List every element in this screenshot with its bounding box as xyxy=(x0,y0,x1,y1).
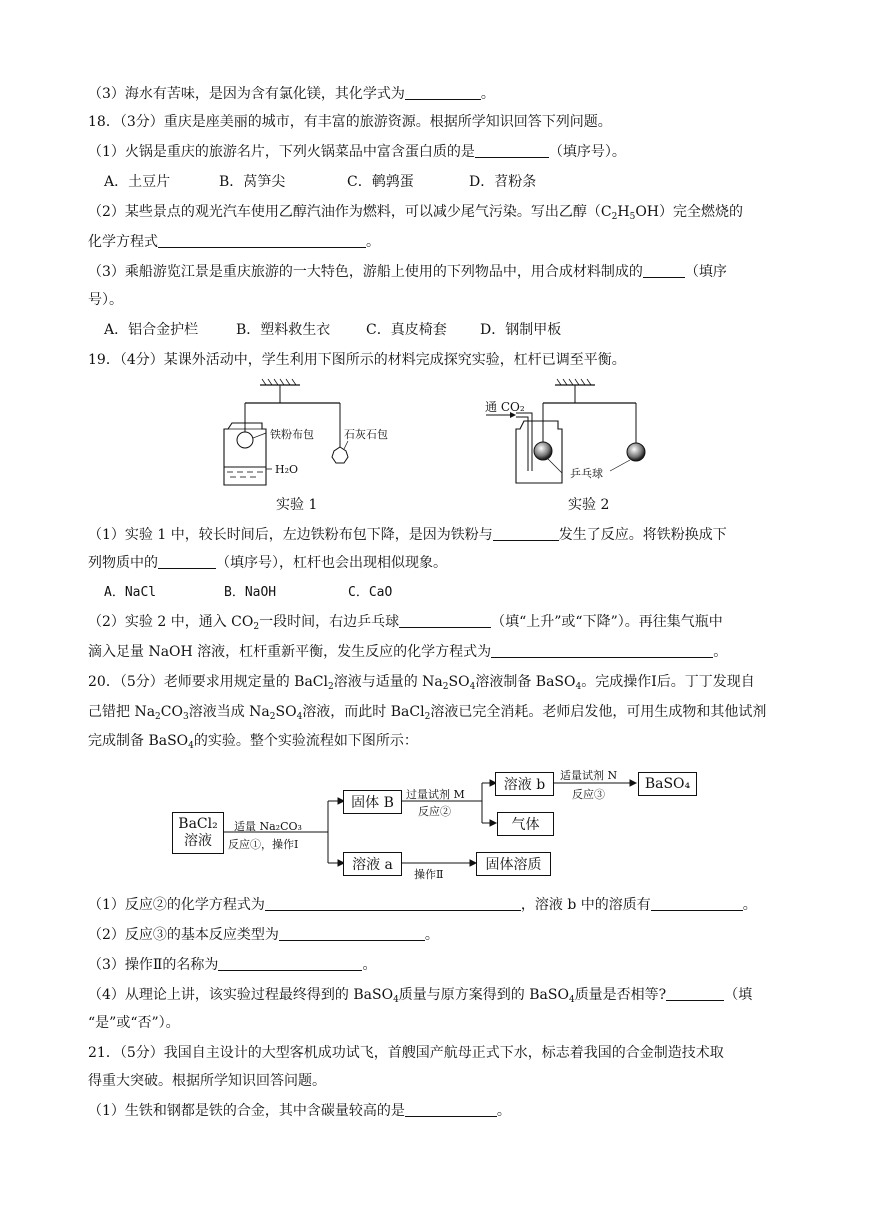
option-a: A．NaCl xyxy=(104,585,157,600)
question-text: （3）海水有苦味，是因为含有氯化镁，其化学式为 xyxy=(88,86,405,102)
option-c: C．鹌鹑蛋 xyxy=(347,174,414,190)
option-d: D．苕粉条 xyxy=(469,174,537,190)
subscript: 4 xyxy=(296,712,303,722)
ping-pong-label: 乒乓球 xyxy=(570,467,603,480)
question-text: 21．（5分）我国自主设计的大型客机成功试飞，首艘国产航母正式下水，标志着我国的合金制造技术取 xyxy=(88,1045,724,1061)
question-text: “是”或“否”）。 xyxy=(88,1015,180,1031)
option-b: B．莴笋尖 xyxy=(219,174,286,190)
option-a: A．土豆片 xyxy=(104,174,171,190)
question-text: 号）。 xyxy=(88,292,123,308)
limestone-bag-label: 石灰石包 xyxy=(344,428,388,441)
answer-blank[interactable] xyxy=(643,263,685,278)
option-c: C．真皮椅套 xyxy=(366,322,447,338)
subscript: 4 xyxy=(575,682,582,692)
punct: 。 xyxy=(480,86,495,102)
punct: 。 xyxy=(496,1103,511,1119)
answer-blank[interactable] xyxy=(666,986,724,1001)
water-label: H₂O xyxy=(275,463,299,476)
q20-part3 xyxy=(88,955,376,975)
question-text: （1）生铁和钢都是铁的合金，其中含碳量较高的是 xyxy=(88,1103,405,1119)
q18-heading xyxy=(88,112,612,132)
subscript: 2 xyxy=(253,622,260,632)
question-text: 质量与原方案得到的 BaSO xyxy=(398,987,569,1003)
question-text: 列物质中的 xyxy=(88,555,158,571)
question-text: （1）火锅是重庆的旅游名片，下列火锅菜品中富含蛋白质的是 xyxy=(88,144,475,160)
q18-part3-cont xyxy=(88,290,123,310)
question-text: （填序号），杠杆也会出现相似现象。 xyxy=(216,555,447,571)
question-text: 发生了反应。将铁粉换成下 xyxy=(558,527,727,543)
punct: 。 xyxy=(362,957,377,973)
question-text: ，溶液 b 中的溶质有 xyxy=(520,897,651,913)
q19-part1-options xyxy=(104,583,392,603)
question-text: 。完成操作Ⅰ后。丁丁发现自 xyxy=(581,674,755,690)
option-a: A．铝合金护栏 xyxy=(104,322,199,338)
answer-blank[interactable] xyxy=(279,926,425,941)
answer-blank[interactable] xyxy=(405,1102,497,1117)
q19-part1-cont xyxy=(88,553,447,573)
iron-bag-label: 铁粉布包 xyxy=(270,428,314,441)
solution-a-box: 溶液 a xyxy=(343,852,402,876)
q20-part4-cont xyxy=(88,1013,180,1033)
arrow1-top-label: 适量 Na₂CO₃ xyxy=(234,820,302,833)
arrow1-bottom-label: 反应①，操作Ⅰ xyxy=(228,838,299,851)
experiment1-caption: 实验 1 xyxy=(276,497,318,513)
subscript: 2 xyxy=(611,212,618,222)
q20-part4 xyxy=(88,985,752,1005)
q19-part2 xyxy=(88,612,723,632)
q18-part3 xyxy=(88,262,727,282)
q19-heading xyxy=(88,350,626,370)
baso4-box: BaSO₄ xyxy=(638,772,697,796)
arrow3-top-label: 适量试剂 N xyxy=(560,769,618,782)
punct: 。 xyxy=(713,644,728,660)
subscript: 5 xyxy=(629,212,636,222)
q20-part1 xyxy=(88,895,757,915)
solution-b-box: 溶液 b xyxy=(495,772,554,796)
question-text: 完成制备 BaSO xyxy=(88,733,189,749)
question-text: 溶液与适量的 Na xyxy=(333,674,443,690)
answer-blank[interactable] xyxy=(218,956,362,971)
question-text: （填序号）。 xyxy=(548,144,626,160)
arrow2-bottom-label: 反应② xyxy=(418,805,451,818)
question-text: （1）反应②的化学方程式为 xyxy=(88,897,265,913)
subscript: 4 xyxy=(188,741,194,751)
experiment2-caption: 实验 2 xyxy=(568,497,610,513)
q20-heading xyxy=(88,672,755,692)
box-label: 溶液 xyxy=(184,833,212,849)
q18-part1-options xyxy=(104,172,536,192)
question-text: （填序 xyxy=(684,264,727,280)
option-c: C．CaO xyxy=(348,585,393,600)
option-b: B．塑料救生衣 xyxy=(236,322,331,338)
question-text: 一段时间，右边乒乓球 xyxy=(259,614,400,630)
question-text: 滴入足量 NaOH 溶液，杠杆重新平衡，发生反应的化学方程式为 xyxy=(88,644,492,660)
question-text: 质量是否相等? xyxy=(574,987,667,1003)
question-text: （2）反应③的基本反应类型为 xyxy=(88,927,279,943)
q18-part2 xyxy=(88,202,743,222)
q19-part1 xyxy=(88,525,727,545)
question-text: （3）乘船游览江景是重庆旅游的一大特色，游船上使用的下列物品中，用合成材料制成的 xyxy=(88,264,643,280)
question-text: （填“上升”或“下降”）。再往集气瓶中 xyxy=(491,614,723,630)
q17-part3 xyxy=(88,84,495,104)
arrow2-top-label: 过量试剂 M xyxy=(406,788,465,801)
question-text: 19．（4分）某课外活动中，学生利用下图所示的材料完成探究实验，杠杆已调至平衡。 xyxy=(88,352,626,368)
question-text: 化学方程式 xyxy=(88,234,158,250)
question-text: SO xyxy=(448,674,470,690)
arrow3-bottom-label: 反应③ xyxy=(572,788,605,801)
answer-blank[interactable] xyxy=(651,896,743,911)
question-text: 18．（3分）重庆是座美丽的城市，有丰富的旅游资源。根据所学知识回答下列问题。 xyxy=(88,114,612,130)
answer-blank[interactable] xyxy=(405,85,481,100)
question-text: H xyxy=(617,204,630,220)
answer-blank[interactable] xyxy=(399,613,491,628)
q20-part2 xyxy=(88,925,439,945)
subscript: 4 xyxy=(469,682,476,692)
punct: 。 xyxy=(424,927,439,943)
question-text: 的实验。整个实验流程如下图所示： xyxy=(193,733,418,749)
option-b: B．NaOH xyxy=(224,585,277,600)
q21-part1 xyxy=(88,1101,511,1121)
subscript: 4 xyxy=(568,995,575,1005)
question-text: （2）某些景点的观光汽车使用乙醇汽油作为燃料，可以减少尾气污染。写出乙醇（C xyxy=(88,204,612,220)
punct: 。 xyxy=(742,897,757,913)
question-text: （3）操作Ⅱ的名称为 xyxy=(88,957,219,973)
answer-blank[interactable] xyxy=(491,643,713,658)
question-text: （填 xyxy=(724,987,753,1003)
bacl2-solution-box xyxy=(172,812,224,854)
q19-part2-cont xyxy=(88,642,727,662)
question-text: OH）完全燃烧的 xyxy=(635,204,743,220)
subscript: 2 xyxy=(424,712,431,722)
question-text: （2）实验 2 中，通入 CO xyxy=(88,614,254,630)
question-text: （1）实验 1 中，较长时间后，左边铁粉布包下降，是因为铁粉与 xyxy=(88,527,493,543)
q21-heading-cont xyxy=(88,1071,326,1091)
arrow4-bottom-label: 操作Ⅱ xyxy=(414,868,444,881)
answer-blank[interactable] xyxy=(493,526,559,541)
question-text: CO xyxy=(160,704,183,720)
q20-line3 xyxy=(88,731,418,751)
subscript: 2 xyxy=(155,712,161,722)
gas-box: 气体 xyxy=(497,812,554,836)
subscript: 2 xyxy=(328,682,334,692)
question-text: 20．（5分）老师要求用规定量的 BaCl xyxy=(88,674,328,690)
question-text: 得重大突破。根据所学知识回答问题。 xyxy=(88,1073,326,1089)
solid-solute-box: 固体溶质 xyxy=(476,852,551,876)
subscript: 2 xyxy=(442,682,449,692)
subscript: 3 xyxy=(182,712,189,722)
question-text: SO xyxy=(275,704,297,720)
answer-blank[interactable] xyxy=(265,896,521,911)
answer-blank[interactable] xyxy=(158,554,216,569)
q18-part3-options xyxy=(104,320,561,340)
question-text: 己错把 Na xyxy=(88,704,156,720)
question-text: 溶液制备 BaSO xyxy=(475,674,576,690)
solid-b-box: 固体 B xyxy=(343,790,402,814)
subscript: 4 xyxy=(393,995,399,1005)
subscript: 2 xyxy=(269,712,276,722)
option-d: D．钢制甲板 xyxy=(480,322,562,338)
answer-blank[interactable] xyxy=(158,233,366,248)
question-text: （4）从理论上讲，该实验过程最终得到的 BaSO xyxy=(88,987,394,1003)
answer-blank[interactable] xyxy=(475,143,549,158)
question-text: 溶液当成 Na xyxy=(188,704,270,720)
q18-part1 xyxy=(88,142,626,162)
box-label: BaCl₂ xyxy=(178,816,218,832)
question-text: 溶液，而此时 BaCl xyxy=(302,704,425,720)
punct: 。 xyxy=(366,234,380,250)
q20-line2 xyxy=(88,702,766,722)
question-text: 溶液已完全消耗。老师启发他，可用生成物和其他试剂 xyxy=(430,704,767,720)
q21-heading xyxy=(88,1043,724,1063)
q18-part2-cont xyxy=(88,232,380,252)
gas-inlet-label: 通 CO₂ xyxy=(485,400,525,414)
